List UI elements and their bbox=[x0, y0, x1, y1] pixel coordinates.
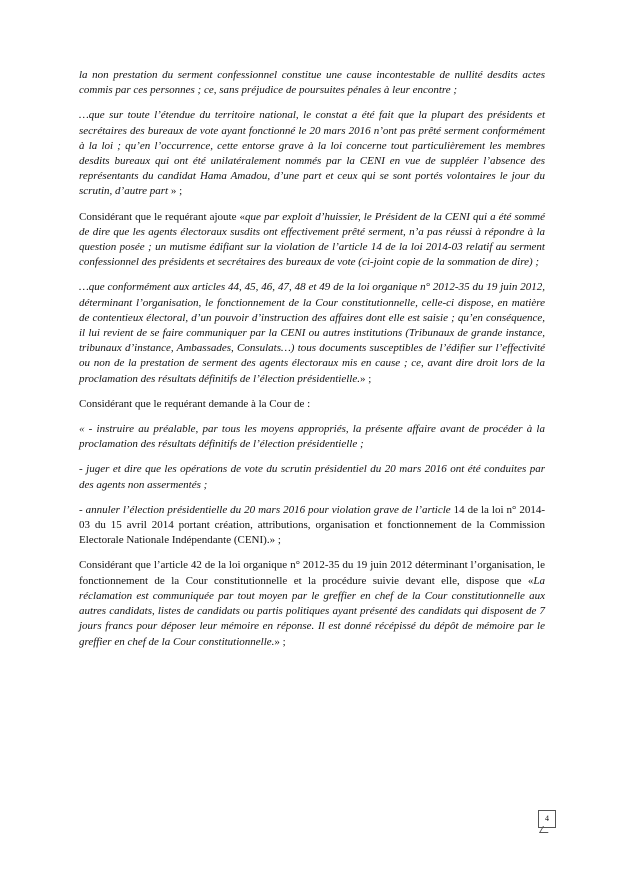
quoted-text: - juger et dire que les opérations de vote du scrutin présidentiel du 20 mars 2016 ont été conduites par des agents non assermentés ; bbox=[79, 463, 545, 491]
paragraph bbox=[79, 503, 545, 549]
body-text: Considérant que le requérant demande à la Cour de : bbox=[79, 397, 311, 410]
body-text: Considérant que le requérant ajoute « bbox=[79, 210, 246, 223]
paragraph bbox=[79, 280, 545, 386]
paragraph bbox=[79, 68, 545, 98]
quoted-text: « - instruire au préalable, par tous les moyens appropriés, la présente affaire avant de procéder à la proclamation des résultats définitifs de l’élection présidentielle ; bbox=[79, 423, 545, 451]
quoted-text: la non prestation du serment confessionnel constitue une cause incontestable de nullité desdits actes commis par ces personnes ; ce, sans préjudice de poursuites pénales à leur encontre ; bbox=[79, 69, 545, 97]
paragraph bbox=[79, 462, 545, 492]
document-body bbox=[79, 68, 545, 660]
body-text: » ; bbox=[359, 372, 372, 385]
page-number: 4 bbox=[538, 810, 556, 828]
quoted-text: …que conformément aux articles 44, 45, 46, 47, 48 et 49 de la loi organique n° 2012-35 du 19 juin 2012, déterminant l’organisation, le fonctionnement de la Cour constitutionnelle, celle-ci dispose, en matière de contentieux électoral, d’un pouvoir d’instruction des affaires dont elle est saisie ; qu’en conséquence, il lui revient de se faire communiquer par la CENI ou autres institutions (Tribunaux de grande instance, tribunaux d’instance, Ambassades, Consulats…) tous documents susceptibles de l’édifier sur l’effectivité ou non de la prestation de serment des agents électoraux mis en cause ; ce, avant dire droit lors de la proclamation des résultats définitifs de l’élection présidentielle. bbox=[79, 281, 545, 385]
body-text: » ; bbox=[274, 635, 286, 648]
body-text: » ; bbox=[168, 185, 183, 198]
quoted-text: que par exploit d’huissier, le Président de la CENI qui a été sommé de dire que les agents électoraux susdits ont effectivement prêté serment, n’a pas réussi à répondre à la question posée ; un mutisme édifiant sur la violation de l’article 14 de la loi 2014-03 relatif au serment confessionnel des présidents et secrétaires des bureaux de vote (ci-joint copie de la sommation de dire) ; bbox=[79, 210, 545, 269]
paragraph bbox=[79, 108, 545, 199]
quoted-text: …que sur toute l’étendue du territoire national, le constat a été fait que la plupart des présidents et secrétaires des bureaux de vote ayant fonctionné le 20 mars 2016 n’ont pas prêté serment conformément à la loi ; qu’en l’occurrence, cette entorse grave à la loi concerne tout particulièrement les membres desdits bureaux qui ont été unilatéralement nommés par la CENI en vue de suppléer l’absence des représentants du candidat Hama Amadou, d’une part et ceux qui se sont portés volontaires le jour du scrutin, d’autre part bbox=[79, 109, 545, 198]
paragraph bbox=[79, 558, 545, 649]
paragraph bbox=[79, 422, 545, 452]
body-text: 14 de la loi n° 2014-03 du 15 avril 2014 portant création, attributions, organisation et fonctionnement de la Commission Electorale Nationale Indépendante (CENI).» ; bbox=[79, 503, 546, 547]
quoted-text: - annuler l’élection présidentielle du 20 mars 2016 pour violation grave de l’article bbox=[79, 503, 451, 516]
quoted-text: La réclamation est communiquée par tout moyen par le greffier en chef de la Cour constitutionnelle aux autres candidats, listes de candidats ou partis politiques ayant présenté des candidats qui disposent de 7 jours francs pour déposer leur mémoire en réponse. Il est donné récépissé du dépôt de mémoire par le greffier en chef de la Cour constitutionnelle. bbox=[79, 574, 545, 648]
paragraph bbox=[79, 397, 545, 412]
body-text: Considérant que l’article 42 de la loi organique n° 2012-35 du 19 juin 2012 déterminant l’organisation, le fonctionnement de la Cour constitutionnelle et la procédure suivie devant elle, dispose que « bbox=[79, 559, 545, 587]
paragraph bbox=[79, 210, 545, 271]
